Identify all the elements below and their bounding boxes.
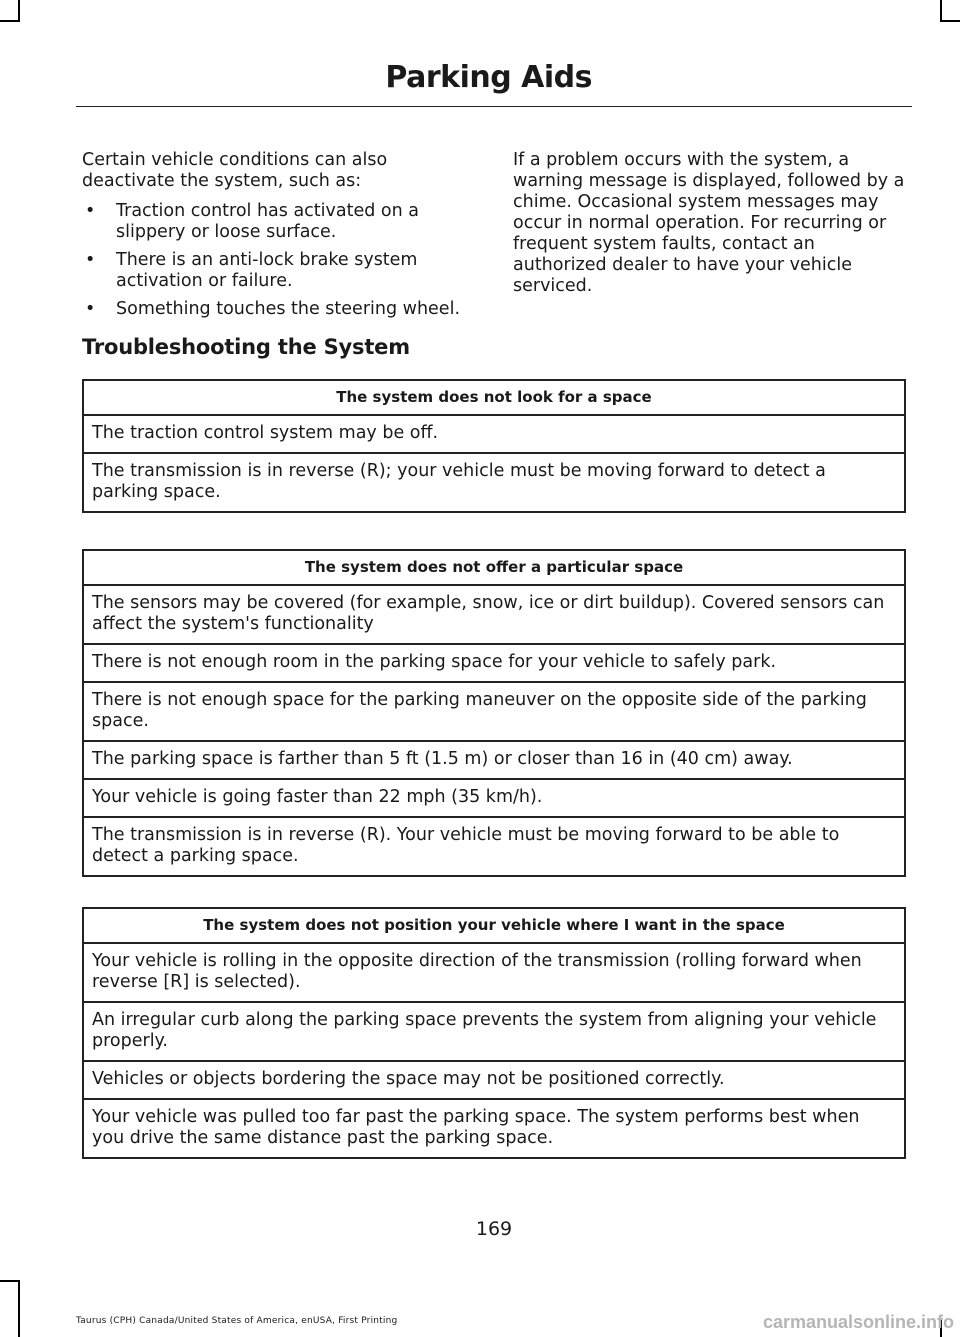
footer-text: Taurus (CPH) Canada/United States of America, enUSA, First Printing	[76, 1316, 398, 1326]
list-item: • There is an anti-lock brake system activation or failure.	[82, 250, 482, 292]
table-cell: There is not enough space for the parking maneuver on the opposite side of the parking space.	[83, 682, 905, 741]
table-row	[83, 682, 905, 741]
table-cell: The parking space is farther than 5 ft (1.5 m) or closer than 16 in (40 cm) away.	[83, 741, 905, 779]
troubleshooting-table-no-offer	[82, 549, 906, 877]
table-cell: Vehicles or objects bordering the space may not be positioned correctly.	[83, 1061, 905, 1099]
crop-mark-top-right-h	[940, 20, 960, 22]
table-row	[83, 1061, 905, 1099]
list-item: • Traction control has activated on a slippery or loose surface.	[82, 201, 482, 243]
table-cell: The sensors may be covered (for example, snow, ice or dirt buildup). Covered sensors can affect the system's functionality	[83, 585, 905, 644]
table-row	[83, 741, 905, 779]
table-cell: The transmission is in reverse (R). Your vehicle must be moving forward to be able to detect a parking space.	[83, 817, 905, 876]
table-cell: An irregular curb along the parking space prevents the system from aligning your vehicle properly.	[83, 1002, 905, 1061]
table-row	[83, 779, 905, 817]
page-title: Parking Aids	[385, 60, 592, 95]
crop-mark-bottom-left-h	[0, 1280, 20, 1282]
crop-mark-top-left-h	[0, 20, 20, 22]
table-row	[83, 943, 905, 1002]
table-row	[83, 644, 905, 682]
troubleshooting-table-no-search	[82, 379, 906, 513]
page-number: 169	[475, 1218, 513, 1240]
left-column	[82, 150, 482, 327]
crop-mark-top-right	[940, 0, 942, 20]
header-divider	[76, 106, 912, 107]
crop-mark-top-left	[18, 0, 20, 20]
warning-paragraph: If a problem occurs with the system, a warning message is displayed, followed by a chime. Occasional system messages may occur in normal operation. For recurring or frequent system faults, contact an authorized dealer to have your vehicle serviced.	[513, 150, 905, 296]
table-row	[83, 453, 905, 512]
table-row	[83, 415, 905, 453]
troubleshooting-table-position	[82, 907, 906, 1159]
table-cell: There is not enough room in the parking space for your vehicle to safely park.	[83, 644, 905, 682]
table-cell: Your vehicle was pulled too far past the parking space. The system performs best when you drive the same distance past the parking space.	[83, 1099, 905, 1158]
crop-mark-bottom-left	[18, 1280, 20, 1337]
table-cell: Your vehicle is rolling in the opposite direction of the transmission (rolling forward when reverse [R] is selected).	[83, 943, 905, 1002]
section-heading: Troubleshooting the System	[82, 335, 410, 359]
table-cell: Your vehicle is going faster than 22 mph (35 km/h).	[83, 779, 905, 817]
table-header: The system does not offer a particular space	[83, 550, 905, 585]
table-header: The system does not position your vehicle where I want in the space	[83, 908, 905, 943]
right-column	[513, 150, 909, 297]
condition-list	[82, 201, 482, 320]
intro-paragraph: Certain vehicle conditions can also deactivate the system, such as:	[82, 150, 388, 191]
table-header: The system does not look for a space	[83, 380, 905, 415]
table-row	[83, 585, 905, 644]
table-cell: The transmission is in reverse (R); your vehicle must be moving forward to detect a parking space.	[83, 453, 905, 512]
table-row	[83, 1002, 905, 1061]
watermark: carmanualsonline.info	[762, 1312, 954, 1332]
list-item: • Something touches the steering wheel.	[82, 299, 482, 320]
table-cell: The traction control system may be off.	[83, 415, 905, 453]
table-row	[83, 817, 905, 876]
table-row	[83, 1099, 905, 1158]
